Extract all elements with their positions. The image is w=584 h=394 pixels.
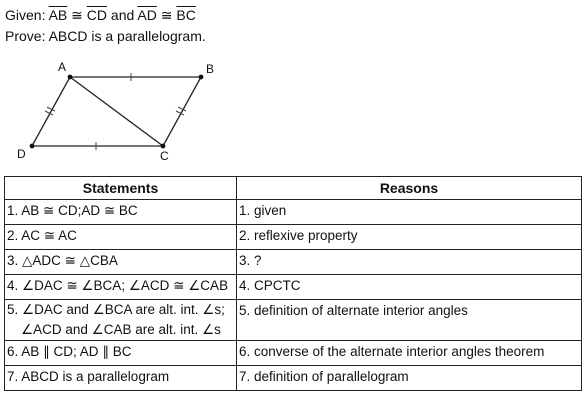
congruent-symbol: ≅	[67, 7, 87, 23]
segment-ab: AB	[48, 7, 68, 23]
statement-cell: 2. AC ≅ AC	[5, 225, 237, 250]
reason-cell: 3. ?	[237, 250, 582, 275]
table-row	[5, 225, 582, 250]
segment-cd: CD	[86, 7, 108, 23]
reason-cell: 6. converse of the alternate interior angles theorem	[237, 341, 582, 366]
proof-table	[4, 176, 582, 391]
vertex-label-a: A	[58, 60, 67, 74]
statements-header: Statements	[5, 177, 237, 200]
table-row	[5, 366, 582, 391]
congruent-symbol: ≅	[156, 7, 177, 23]
segment-ad: AD	[137, 7, 157, 23]
vertex-label-b: B	[206, 62, 215, 76]
reason-cell: 1. given	[237, 200, 582, 225]
table-row	[5, 200, 582, 225]
prove-line: Prove: ABCD is a parallelogram.	[5, 28, 206, 44]
side-da	[32, 77, 70, 146]
statement-cell: 1. AB ≅ CD;AD ≅ BC	[5, 200, 237, 225]
segment-bc: BC	[176, 7, 196, 23]
vertex-label-d: D	[17, 147, 26, 161]
reasons-header: Reasons	[237, 177, 582, 200]
statement-cell: 4. ∠DAC ≅ ∠BCA; ∠ACD ≅ ∠CAB	[5, 275, 237, 300]
table-row	[5, 300, 582, 341]
table-header-row	[5, 177, 582, 200]
diagonal-ac	[70, 77, 163, 146]
table-row	[5, 250, 582, 275]
statement-line-1: 5. ∠DAC and ∠BCA are alt. int. ∠s;	[7, 302, 225, 317]
vertex-label-c: C	[160, 149, 169, 163]
reason-cell: 4. CPCTC	[237, 275, 582, 300]
side-bc	[163, 77, 201, 146]
table-row	[5, 275, 582, 300]
statement-cell: 3. △ADC ≅ △CBA	[5, 250, 237, 275]
table-row	[5, 341, 582, 366]
statement-line-2: ∠ACD and ∠CAB are alt. int. ∠s	[21, 322, 221, 337]
statement-cell	[5, 300, 237, 341]
and-text: and	[107, 7, 138, 23]
statement-cell: 7. ABCD is a parallelogram	[5, 366, 237, 391]
reason-cell: 5. definition of alternate interior angles	[237, 300, 582, 341]
statement-cell: 6. AB ∥ CD; AD ∥ BC	[5, 341, 237, 366]
parallelogram-figure	[0, 0, 584, 176]
reason-cell: 2. reflexive property	[237, 225, 582, 250]
given-prefix: Given:	[5, 7, 49, 23]
reason-cell: 7. definition of parallelogram	[237, 366, 582, 391]
